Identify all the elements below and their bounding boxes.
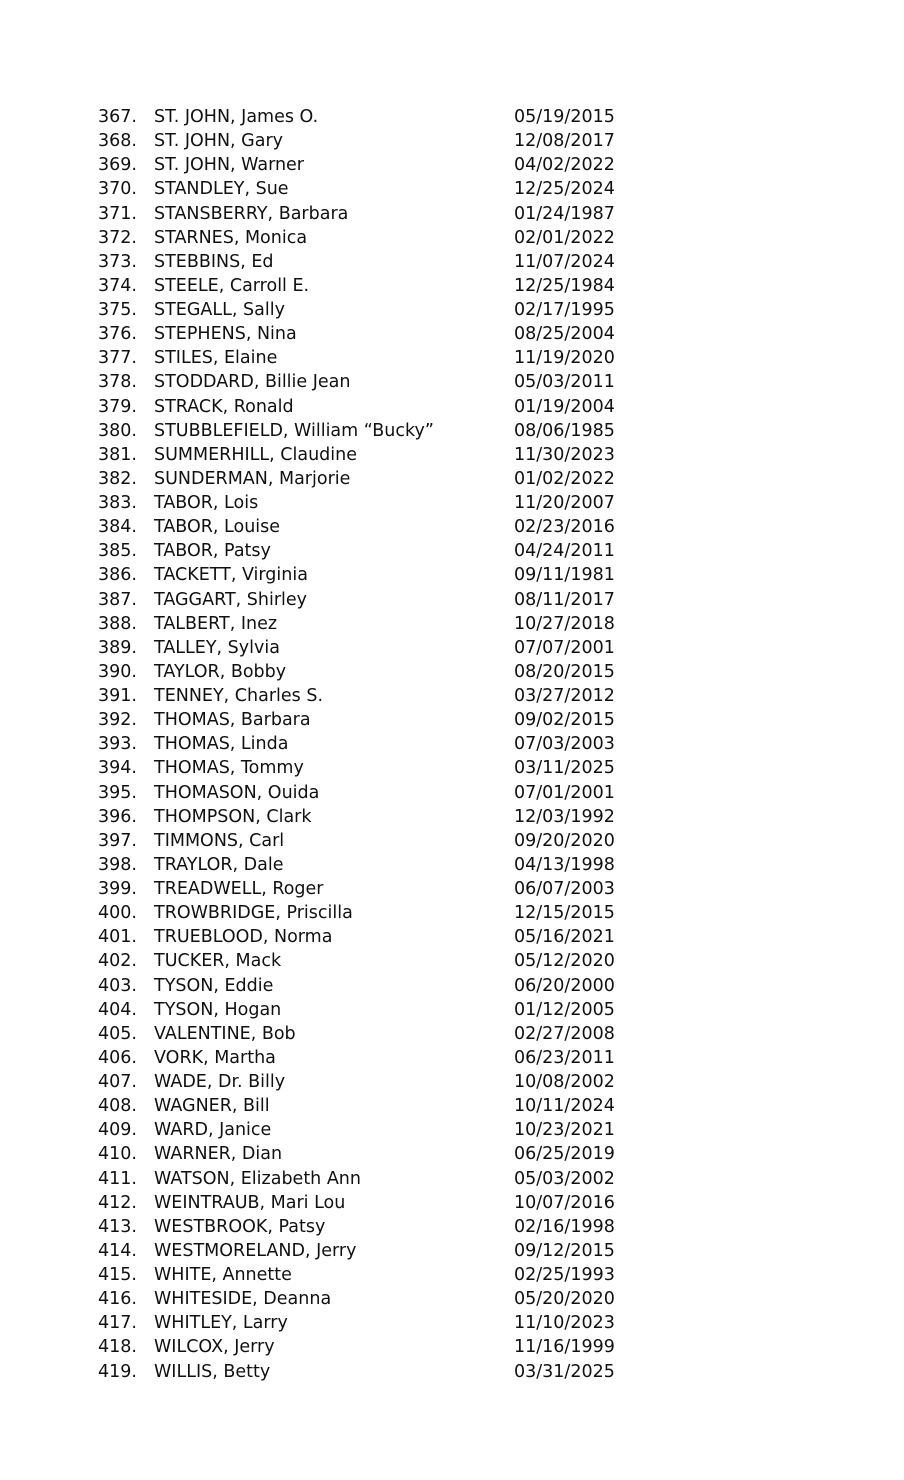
- entry-number: 411.: [98, 1168, 137, 1189]
- entry-date: 02/17/1995: [514, 300, 615, 320]
- entry-date: 06/23/2011: [514, 1047, 615, 1068]
- entry-date: 08/20/2015: [514, 661, 615, 682]
- entry-number: 392.: [98, 710, 137, 731]
- entry-date: 04/24/2011: [514, 541, 615, 562]
- entry-name: TABOR, Patsy: [154, 541, 271, 562]
- entry-date: 09/20/2020: [514, 830, 615, 851]
- entry-date: 12/25/1984: [514, 275, 615, 296]
- entry-date: 05/20/2020: [514, 1289, 615, 1310]
- entry-name: STEPHENS, Nina: [154, 324, 297, 345]
- entry-name: TRUEBLOOD, Norma: [154, 927, 333, 948]
- entry-number: 367.: [98, 107, 137, 127]
- entry-date: 11/10/2023: [514, 1313, 615, 1334]
- entry-number: 410.: [98, 1144, 137, 1165]
- entry-number: 412.: [98, 1192, 137, 1213]
- entry-number: 394.: [98, 758, 137, 779]
- entry-number: 375.: [98, 300, 137, 320]
- entry-number: 372.: [98, 227, 137, 248]
- entry-number: 379.: [98, 396, 137, 417]
- entry-name: WARNER, Dian: [154, 1144, 283, 1165]
- entry-name: WHITLEY, Larry: [154, 1313, 288, 1334]
- entry-date: 12/25/2024: [514, 179, 615, 200]
- entry-number: 399.: [98, 879, 137, 899]
- entry-number: 398.: [98, 854, 137, 875]
- entry-name: STANSBERRY, Barbara: [154, 203, 349, 224]
- entry-name: WILLIS, Betty: [154, 1361, 271, 1382]
- entry-number: 396.: [98, 806, 137, 827]
- entry-name: TABOR, Lois: [154, 493, 259, 513]
- entry-date: 08/06/1985: [514, 420, 615, 441]
- entry-date: 01/19/2004: [514, 396, 615, 417]
- entry-date: 05/19/2015: [514, 107, 615, 127]
- entry-number: 377.: [98, 348, 137, 369]
- entry-number: 404.: [98, 999, 137, 1020]
- entry-date: 09/12/2015: [514, 1240, 615, 1261]
- entry-name: ST. JOHN, James O.: [154, 107, 319, 127]
- entry-number: 369.: [98, 155, 137, 176]
- entry-date: 02/25/1993: [514, 1265, 615, 1285]
- entry-number: 403.: [98, 975, 137, 996]
- entry-name: ST. JOHN, Gary: [154, 131, 283, 152]
- entry-name: THOMAS, Barbara: [154, 710, 311, 731]
- entry-date: 06/07/2003: [514, 879, 615, 899]
- entry-date: 09/11/1981: [514, 565, 615, 586]
- entry-name: WHITE, Annette: [154, 1265, 292, 1285]
- entry-name: WESTBROOK, Patsy: [154, 1216, 326, 1237]
- entry-name: TALLEY, Sylvia: [154, 637, 280, 658]
- entry-number: 413.: [98, 1216, 137, 1237]
- entry-date: 10/27/2018: [514, 613, 615, 634]
- entry-number: 393.: [98, 734, 137, 755]
- entry-name: TENNEY, Charles S.: [154, 686, 324, 706]
- entry-date: 06/20/2000: [514, 975, 615, 996]
- entry-name: VALENTINE, Bob: [154, 1023, 296, 1044]
- entry-date: 03/27/2012: [514, 686, 615, 706]
- entry-date: 02/16/1998: [514, 1216, 615, 1237]
- entry-number: 407.: [98, 1072, 137, 1092]
- entry-name: STEGALL, Sally: [154, 300, 285, 320]
- entry-name: TROWBRIDGE, Priscilla: [154, 903, 353, 924]
- entry-number: 402.: [98, 951, 137, 972]
- entry-date: 02/27/2008: [514, 1023, 615, 1044]
- entry-date: 05/03/2011: [514, 372, 615, 393]
- entry-name: ST. JOHN, Warner: [154, 155, 305, 176]
- entry-number: 405.: [98, 1023, 137, 1044]
- entry-date: 07/03/2003: [514, 734, 615, 755]
- entry-number: 385.: [98, 541, 137, 562]
- entry-name: TAGGART, Shirley: [154, 589, 308, 610]
- entry-number: 408.: [98, 1096, 137, 1117]
- entry-number: 386.: [98, 565, 137, 586]
- entry-date: 12/08/2017: [514, 131, 615, 152]
- entry-date: 02/23/2016: [514, 517, 615, 538]
- entry-name: THOMPSON, Clark: [154, 806, 312, 827]
- entry-number: 397.: [98, 830, 137, 851]
- entry-number: 418.: [98, 1337, 137, 1358]
- entry-name: WADE, Dr. Billy: [154, 1072, 286, 1092]
- entry-number: 374.: [98, 275, 137, 296]
- entry-number: 388.: [98, 613, 137, 634]
- entry-date: 01/24/1987: [514, 203, 615, 224]
- entry-name: VORK, Martha: [154, 1047, 276, 1068]
- entry-number: 390.: [98, 661, 137, 682]
- entry-name: THOMAS, Linda: [154, 734, 289, 755]
- entry-number: 417.: [98, 1313, 137, 1334]
- entry-number: 387.: [98, 589, 137, 610]
- entry-number: 382.: [98, 468, 137, 489]
- entry-date: 05/16/2021: [514, 927, 615, 948]
- entry-number: 406.: [98, 1047, 137, 1068]
- entry-number: 378.: [98, 372, 137, 393]
- entry-date: 10/23/2021: [514, 1120, 615, 1141]
- entry-name: TUCKER, Mack: [154, 951, 282, 972]
- entry-number: 414.: [98, 1240, 137, 1261]
- entry-date: 01/02/2022: [514, 468, 615, 489]
- entry-date: 11/16/1999: [514, 1337, 615, 1358]
- entry-name: STODDARD, Billie Jean: [154, 372, 351, 393]
- entry-number: 409.: [98, 1120, 137, 1141]
- entry-date: 12/03/1992: [514, 806, 615, 827]
- entry-number: 371.: [98, 203, 137, 224]
- entry-name: TRAYLOR, Dale: [154, 854, 284, 875]
- entry-name: STEBBINS, Ed: [154, 251, 274, 272]
- entry-name: TABOR, Louise: [154, 517, 281, 538]
- entry-name: THOMASON, Ouida: [154, 782, 320, 803]
- entry-date: 11/20/2007: [514, 493, 615, 513]
- entry-name: TAYLOR, Bobby: [154, 661, 287, 682]
- entry-name: SUNDERMAN, Marjorie: [154, 468, 351, 489]
- entry-name: TALBERT, Inez: [154, 613, 278, 634]
- entry-date: 11/07/2024: [514, 251, 615, 272]
- entry-date: 08/11/2017: [514, 589, 615, 610]
- entry-date: 02/01/2022: [514, 227, 615, 248]
- entry-date: 12/15/2015: [514, 903, 615, 924]
- entry-date: 09/02/2015: [514, 710, 615, 731]
- entry-number: 384.: [98, 517, 137, 538]
- entry-date: 10/08/2002: [514, 1072, 615, 1092]
- entry-number: 381.: [98, 444, 137, 465]
- entry-number: 373.: [98, 251, 137, 272]
- entry-number: 419.: [98, 1361, 137, 1382]
- entry-name: TYSON, Hogan: [154, 999, 282, 1020]
- entry-date: 08/25/2004: [514, 324, 615, 345]
- entry-number: 415.: [98, 1265, 137, 1285]
- entry-number: 383.: [98, 493, 137, 513]
- entry-date: 06/25/2019: [514, 1144, 615, 1165]
- entry-name: WEINTRAUB, Mari Lou: [154, 1192, 346, 1213]
- entry-number: 400.: [98, 903, 137, 924]
- entry-name: TREADWELL, Roger: [154, 879, 324, 899]
- entry-name: STANDLEY, Sue: [154, 179, 289, 200]
- entry-number: 395.: [98, 782, 137, 803]
- entry-date: 11/30/2023: [514, 444, 615, 465]
- entry-name: TYSON, Eddie: [154, 975, 274, 996]
- entry-name: TACKETT, Virginia: [154, 565, 308, 586]
- entry-number: 370.: [98, 179, 137, 200]
- entry-date: 04/02/2022: [514, 155, 615, 176]
- entry-date: 03/31/2025: [514, 1361, 615, 1382]
- entry-name: WILCOX, Jerry: [154, 1337, 275, 1358]
- entry-number: 376.: [98, 324, 137, 345]
- entry-name: WAGNER, Bill: [154, 1096, 270, 1117]
- entry-date: 01/12/2005: [514, 999, 615, 1020]
- entry-number: 391.: [98, 686, 137, 706]
- entry-name: TIMMONS, Carl: [154, 830, 285, 851]
- entry-date: 04/13/1998: [514, 854, 615, 875]
- entry-name: STARNES, Monica: [154, 227, 308, 248]
- entry-date: 11/19/2020: [514, 348, 615, 369]
- entry-name: THOMAS, Tommy: [154, 758, 304, 779]
- entry-name: WARD, Janice: [154, 1120, 272, 1141]
- entry-name: STRACK, Ronald: [154, 396, 294, 417]
- entry-date: 07/01/2001: [514, 782, 615, 803]
- entry-number: 401.: [98, 927, 137, 948]
- entry-name: WATSON, Elizabeth Ann: [154, 1168, 361, 1189]
- entry-number: 380.: [98, 420, 137, 441]
- entry-name: SUMMERHILL, Claudine: [154, 444, 358, 465]
- entry-name: WESTMORELAND, Jerry: [154, 1240, 357, 1261]
- entry-name: STILES, Elaine: [154, 348, 278, 369]
- entry-date: 05/03/2002: [514, 1168, 615, 1189]
- entry-date: 10/11/2024: [514, 1096, 615, 1117]
- entry-number: 389.: [98, 637, 137, 658]
- entry-date: 03/11/2025: [514, 758, 615, 779]
- entry-date: 05/12/2020: [514, 951, 615, 972]
- entry-name: WHITESIDE, Deanna: [154, 1289, 332, 1310]
- entry-date: 10/07/2016: [514, 1192, 615, 1213]
- entry-date: 07/07/2001: [514, 637, 615, 658]
- entry-name: STEELE, Carroll E.: [154, 275, 310, 296]
- entry-name: STUBBLEFIELD, William “Bucky”: [154, 420, 434, 441]
- entry-number: 416.: [98, 1289, 137, 1310]
- entry-number: 368.: [98, 131, 137, 152]
